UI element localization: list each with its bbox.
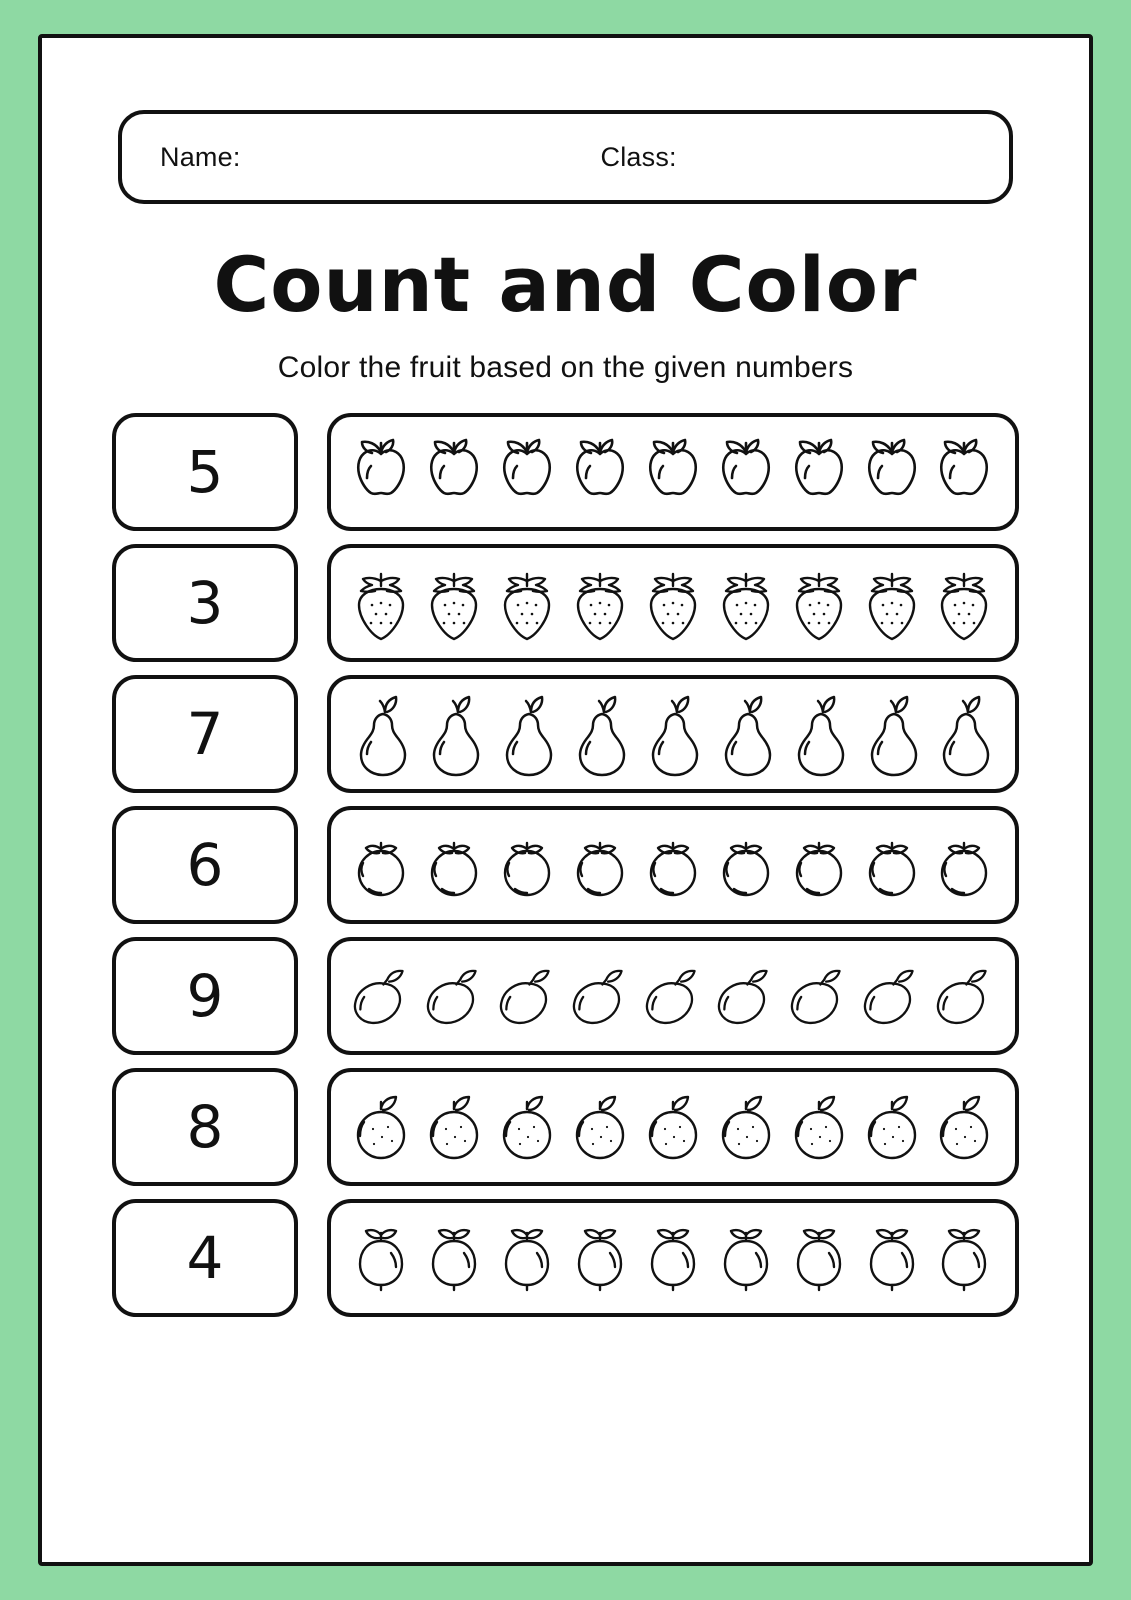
worksheet-row <box>112 937 1019 1055</box>
pear-icon[interactable] <box>564 690 636 778</box>
mangosteen-icon[interactable] <box>566 827 634 903</box>
apple-icon[interactable] <box>418 430 490 514</box>
pear-icon[interactable] <box>418 690 490 778</box>
worksheet-row <box>112 544 1019 662</box>
lemon-icon[interactable] <box>565 1215 635 1301</box>
apple-icon[interactable] <box>710 430 782 514</box>
mangosteen-icon[interactable] <box>420 827 488 903</box>
mangosteen-icon[interactable] <box>639 827 707 903</box>
pear-icon[interactable] <box>783 690 855 778</box>
worksheet-row <box>112 1068 1019 1186</box>
number-box <box>112 1068 298 1186</box>
number-box <box>112 544 298 662</box>
orange-icon[interactable] <box>857 1085 927 1169</box>
apple-icon[interactable] <box>928 430 1000 514</box>
orange-icon[interactable] <box>929 1085 999 1169</box>
strawberry-icon[interactable] <box>783 561 855 645</box>
pear-icon[interactable] <box>637 690 709 778</box>
strawberry-icon[interactable] <box>345 561 417 645</box>
worksheet-row <box>112 1199 1019 1317</box>
fruit-strip-pear <box>327 675 1019 793</box>
page-title: Count and Color <box>213 240 918 329</box>
lemon-icon[interactable] <box>492 1215 562 1301</box>
strawberry-icon[interactable] <box>637 561 709 645</box>
worksheet-rows <box>112 413 1019 1317</box>
apple-icon[interactable] <box>783 430 855 514</box>
lemon-icon[interactable] <box>929 1215 999 1301</box>
number-value: 9 <box>186 962 224 1030</box>
name-class-bar <box>118 110 1013 204</box>
number-value: 7 <box>186 700 224 768</box>
lemon-icon[interactable] <box>419 1215 489 1301</box>
orange-icon[interactable] <box>638 1085 708 1169</box>
mango-icon[interactable] <box>709 957 782 1035</box>
number-box <box>112 675 298 793</box>
fruit-strip-lemon <box>327 1199 1019 1317</box>
mango-icon[interactable] <box>491 957 564 1035</box>
orange-icon[interactable] <box>492 1085 562 1169</box>
worksheet-page <box>38 34 1093 1566</box>
class-label: Class: <box>600 141 677 172</box>
strawberry-icon[interactable] <box>564 561 636 645</box>
lemon-icon[interactable] <box>784 1215 854 1301</box>
mangosteen-icon[interactable] <box>347 827 415 903</box>
fruit-strip-mango <box>327 937 1019 1055</box>
strawberry-icon[interactable] <box>928 561 1000 645</box>
worksheet-inner <box>42 38 1089 1562</box>
pear-icon[interactable] <box>928 690 1000 778</box>
fruit-strip-orange <box>327 1068 1019 1186</box>
strawberry-icon[interactable] <box>856 561 928 645</box>
lemon-icon[interactable] <box>857 1215 927 1301</box>
orange-icon[interactable] <box>419 1085 489 1169</box>
apple-icon[interactable] <box>345 430 417 514</box>
fruit-strip-mangosteen <box>327 806 1019 924</box>
worksheet-row <box>112 413 1019 531</box>
apple-icon[interactable] <box>564 430 636 514</box>
fruit-strip-apple <box>327 413 1019 531</box>
pear-icon[interactable] <box>710 690 782 778</box>
mangosteen-icon[interactable] <box>930 827 998 903</box>
mango-icon[interactable] <box>345 957 418 1035</box>
mango-icon[interactable] <box>564 957 637 1035</box>
number-value: 3 <box>186 569 224 637</box>
worksheet-row <box>112 806 1019 924</box>
mango-icon[interactable] <box>855 957 928 1035</box>
pear-icon[interactable] <box>491 690 563 778</box>
apple-icon[interactable] <box>856 430 928 514</box>
mango-icon[interactable] <box>637 957 710 1035</box>
mangosteen-icon[interactable] <box>858 827 926 903</box>
mangosteen-icon[interactable] <box>493 827 561 903</box>
mango-icon[interactable] <box>782 957 855 1035</box>
number-box <box>112 1199 298 1317</box>
lemon-icon[interactable] <box>711 1215 781 1301</box>
fruit-strip-strawberry <box>327 544 1019 662</box>
page-subtitle: Color the fruit based on the given numbers <box>277 351 854 384</box>
strawberry-icon[interactable] <box>710 561 782 645</box>
number-value: 6 <box>186 831 224 899</box>
orange-icon[interactable] <box>565 1085 635 1169</box>
mangosteen-icon[interactable] <box>712 827 780 903</box>
worksheet-row <box>112 675 1019 793</box>
lemon-icon[interactable] <box>638 1215 708 1301</box>
number-box <box>112 413 298 531</box>
mangosteen-icon[interactable] <box>785 827 853 903</box>
orange-icon[interactable] <box>784 1085 854 1169</box>
number-box <box>112 806 298 924</box>
pear-icon[interactable] <box>856 690 928 778</box>
mango-icon[interactable] <box>928 957 1001 1035</box>
orange-icon[interactable] <box>711 1085 781 1169</box>
name-label: Name: <box>160 141 241 172</box>
strawberry-icon[interactable] <box>491 561 563 645</box>
apple-icon[interactable] <box>491 430 563 514</box>
apple-icon[interactable] <box>637 430 709 514</box>
strawberry-icon[interactable] <box>418 561 490 645</box>
number-value: 8 <box>186 1093 224 1161</box>
number-value: 4 <box>186 1224 224 1292</box>
number-value: 5 <box>186 438 224 506</box>
mango-icon[interactable] <box>418 957 491 1035</box>
number-box <box>112 937 298 1055</box>
pear-icon[interactable] <box>345 690 417 778</box>
orange-icon[interactable] <box>346 1085 416 1169</box>
lemon-icon[interactable] <box>346 1215 416 1301</box>
